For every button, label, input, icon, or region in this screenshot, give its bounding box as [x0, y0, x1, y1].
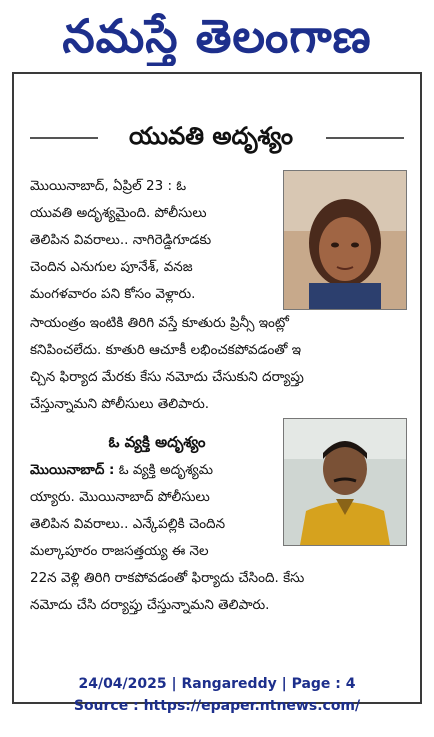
footer-source: Source : https://epaper.ntnews.com/	[73, 698, 361, 714]
text-line: చ్చిన ఫిర్యాద మేరకు కేసు నమోదు చేసుకుని దర్యాప్తు	[30, 369, 304, 385]
headline-rule-left	[30, 137, 98, 139]
text-line: నమోదు చేసి దర్యాప్తు చేస్తున్నామని తెలిపారు.	[30, 597, 270, 613]
article1-full-text	[30, 310, 410, 418]
text-line	[30, 457, 282, 484]
text-line: కనిపించలేదు. కూతురి ఆచూకీ లభించకపోవడంతో ఇ	[30, 342, 302, 358]
man-photo	[283, 418, 407, 546]
text-line: తెలిపిన వివరాలు.. ఎన్కేపల్లికి చెందిన	[30, 516, 226, 532]
text-line: చేస్తున్నామని పోలీసులు తెలిపారు.	[30, 396, 210, 412]
headline-rule-right	[326, 137, 404, 139]
article2-full-text	[30, 565, 410, 619]
article-headline: యువతి అదృశ్యం	[128, 122, 294, 150]
article2-side-text	[30, 457, 282, 565]
text-line: మంగళవారం పని కోసం వెళ్లారు.	[30, 286, 196, 302]
footer-date-page: 24/04/2025 | Rangareddy | Page : 4	[78, 676, 356, 692]
masthead-title: నమస్తే తెలంగాణ	[62, 9, 372, 63]
girl-photo	[283, 170, 407, 310]
text-line: యువతి అదృశ్యమైంది. పోలీసులు	[30, 205, 207, 221]
dateline: మొయినాబాద్ :	[30, 462, 115, 478]
text-line: మొయినాబాద్, ఏప్రిల్ 23 : ఓ	[30, 178, 187, 194]
text-line: తెలిపిన వివరాలు.. నాగిరెడ్డిగూడకు	[30, 232, 212, 248]
text-line: చెందిన ఎనుగుల పూనేశ్, వనజ	[30, 259, 193, 275]
article1-side-text	[30, 173, 280, 308]
text-line-rest: ఓ వ్యక్తి అదృశ్యమ	[114, 462, 213, 478]
article2-headline: ఓ వ్యక్తి అదృశ్యం	[108, 433, 206, 451]
text-line: మల్కాపూరం రాజసత్తయ్య ఈ నెల	[30, 543, 209, 559]
text-line: సాయంత్రం ఇంటికి తిరిగి వస్తే కూతురు ప్రిన్సీ ఇంట్లో	[30, 315, 289, 331]
text-line: 22న వెళ్లి తిరిగి రాకపోవడంతో ఫిర్యాదు చేసింది. కేసు	[30, 570, 305, 586]
text-line: య్యారు. మొయినాబాద్ పోలీసులు	[30, 489, 210, 505]
